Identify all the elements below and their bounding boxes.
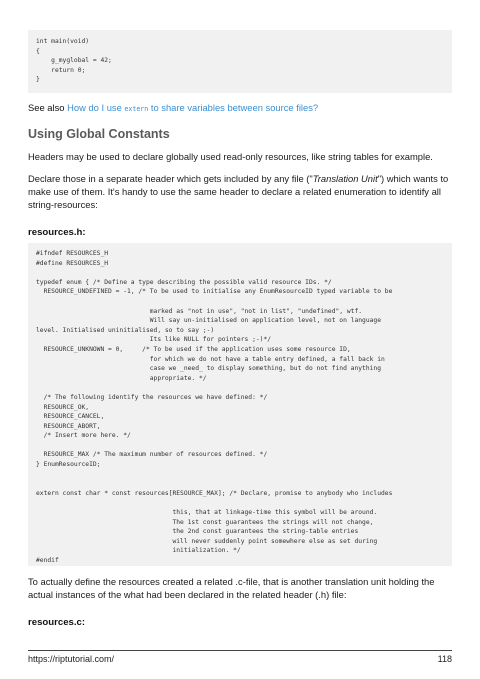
file-label-source: resources.c: <box>28 617 86 628</box>
translation-unit-term: Translation Unit <box>312 173 378 184</box>
paragraph-2-before: Declare those in a separate header which gets included by any file (" <box>28 173 313 184</box>
code-block-resources-h: #ifndef RESOURCES_H #define RESOURCES_H typedef enum { /* Define a type describing the possible valid resource IDs. */ RESOURCE_UNDEFINED = -1, /* To be used to initialise any EnumResourceID typed variable to be marked as "not in use", "not in list", "undefined", wtf. Will say un-initialised on application level, not on language level. Initialised uninitialised, so to say ;-) Its like NULL for pointers ;-)*/ RESOURCE_UNKNOWN = 0, /* To be used if the application uses some resource ID, for which we do not have a table entry defined, a fall back in case we _need_ to display something, but do not find anything appropriate. */ /* The following identify the resources we have defined: */ RESOURCE_OK, RESOURCE_CANCEL, RESOURCE_ABORT, /* Insert more here. */ RESOURCE_MAX /* The maximum number of resources defined. */ } EnumResourceID; extern const char * const resources[RESOURCE_MAX]; /* Declare, promise to anybody who includes this, that at linkage-time this symbol will be around. The 1st const guarantees the strings will not change, the 2nd const guarantees the string-table entries will never suddenly point somewhere else as set during initialization. */ #endif <box>28 243 452 566</box>
footer-url[interactable]: https://riptutorial.com/ <box>28 654 115 664</box>
see-also-link[interactable] <box>67 102 318 113</box>
file-label-header: resources.h: <box>28 227 86 238</box>
link-text-before[interactable]: How do I use <box>67 102 125 113</box>
see-also-line <box>28 102 452 113</box>
link-text-after[interactable]: to share variables between source files? <box>148 102 319 113</box>
paragraph-2 <box>28 172 452 211</box>
link-code-extern[interactable]: extern <box>124 105 149 113</box>
page-footer <box>28 650 452 664</box>
paragraph-3: To actually define the resources created a related .c-file, that is another translation unit holding the actual instances of the what had been declared in the related header (.h) file: <box>28 576 435 600</box>
document-page <box>28 30 452 628</box>
section-title: Using Global Constants <box>28 127 170 141</box>
code-block-main: int main(void) { g_myglobal = 42; return 0; } <box>28 30 452 93</box>
paragraph-2-after: ") which wants to make use of them. It's handy to use the same header to declare a related enumeration to identify all string-resources: <box>28 173 449 210</box>
see-also-prefix: See also <box>28 102 68 113</box>
paragraph-1: Headers may be used to declare globally used read-only resources, like string tables for example. <box>28 151 433 162</box>
page-number: 118 <box>437 654 452 664</box>
